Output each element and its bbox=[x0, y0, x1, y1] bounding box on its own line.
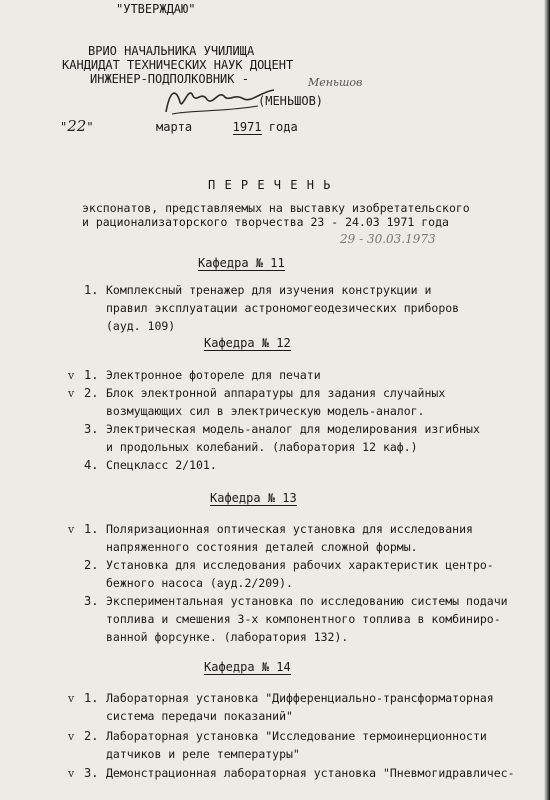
item-number: 2. bbox=[84, 386, 99, 400]
item-text-line: Электронное фотореле для печати bbox=[106, 368, 321, 382]
item-number: 2. bbox=[84, 558, 99, 572]
item-number: 3. bbox=[84, 594, 99, 608]
checkmark-icon: v bbox=[68, 692, 75, 705]
item-text-line: Лабораторная установка "Дифференциально-трансформаторная bbox=[106, 691, 494, 705]
item-text-line: Экспериментальная установка по исследованию системы подачи bbox=[106, 594, 508, 608]
approver-name: (МЕНЬШОВ) bbox=[258, 94, 324, 108]
item-text-line: Лабораторная установка "Исследование термоинерционности bbox=[106, 729, 487, 743]
section-heading: Кафедра № 11 bbox=[198, 256, 285, 270]
handwritten-date-correction: 29 - 30.03.1973 bbox=[340, 232, 436, 246]
item-number: 1. bbox=[84, 283, 99, 297]
item-text-line: Комплексный тренажер для изучения конструкции и bbox=[106, 283, 432, 297]
item-text-line: бежного насоса (ауд.2/209). bbox=[106, 576, 293, 590]
item-text-line: (ауд. 109) bbox=[106, 319, 176, 333]
item-number: 1. bbox=[84, 522, 99, 536]
handwritten-name-note: Меньшов bbox=[308, 76, 363, 89]
item-text-line: Электрическая модель-аналог для моделирования изгибных bbox=[106, 422, 480, 436]
date-quote-open: " bbox=[60, 120, 68, 134]
item-number: 2. bbox=[84, 729, 99, 743]
approval-stamp-label: "УТВЕРЖДАЮ" bbox=[116, 2, 196, 16]
date-day: 22 bbox=[67, 117, 87, 135]
document-title: П Е Р Е Ч Е Н Ь bbox=[208, 178, 332, 192]
item-text-line: Поляризационная оптическая установка для исследования bbox=[106, 522, 473, 536]
item-text-line: датчиков и реле температуры" bbox=[106, 747, 300, 761]
date-quote-close: " bbox=[86, 120, 94, 134]
document-subtitle-line-1: экспонатов, представляемых на выставку изобретательского bbox=[82, 201, 470, 215]
approval-line-2: КАНДИДАТ ТЕХНИЧЕСКИХ НАУК ДОЦЕНТ bbox=[62, 58, 294, 72]
section-heading: Кафедра № 12 bbox=[204, 336, 291, 350]
checkmark-icon: v bbox=[68, 387, 75, 400]
date-month: марта bbox=[156, 120, 193, 134]
page-edge-shadow bbox=[544, 0, 550, 800]
date-year: 1971 bbox=[232, 120, 262, 134]
item-number: 3. bbox=[84, 422, 99, 436]
item-text-line: и продольных колебаний. (лаборатория 12 каф.) bbox=[106, 440, 418, 454]
checkmark-icon: v bbox=[68, 369, 75, 382]
item-number: 1. bbox=[84, 691, 99, 705]
section-heading: Кафедра № 14 bbox=[204, 660, 291, 674]
item-number: 1. bbox=[84, 368, 99, 382]
section-heading: Кафедра № 13 bbox=[210, 491, 297, 505]
item-text-line: Спецкласс 2/101. bbox=[106, 458, 217, 472]
approval-line-3: ИНЖЕНЕР-ПОДПОЛКОВНИК - bbox=[90, 72, 249, 86]
approval-line-1: ВРИО НАЧАЛЬНИКА УЧИЛИЩА bbox=[88, 44, 255, 58]
document-subtitle-line-2: и рационализаторского творчества 23 - 24.03 1971 года bbox=[82, 215, 449, 229]
item-text-line: Блок электронной аппаратуры для задания случайных bbox=[106, 386, 446, 400]
checkmark-icon: v bbox=[68, 523, 75, 536]
checkmark-icon: v bbox=[68, 767, 75, 780]
item-text-line: возмущающих сил в электрическую модель-аналог. bbox=[106, 404, 425, 418]
item-text-line: правил эксплуатации астрономогеодезических приборов bbox=[106, 301, 460, 315]
item-text-line: Установка для исследования рабочих характеристик центро- bbox=[106, 558, 494, 572]
approval-date bbox=[60, 119, 298, 134]
item-number: 3. bbox=[84, 766, 99, 780]
item-text-line: напряженного состояния деталей сложной формы. bbox=[106, 540, 418, 554]
date-suffix: года bbox=[268, 120, 298, 134]
item-text-line: ванной форсунке. (лаборатория 132). bbox=[106, 630, 349, 644]
item-text-line: топлива и смешения 3-х компонентного топлива в комбиниро- bbox=[106, 612, 501, 626]
checkmark-icon: v bbox=[68, 730, 75, 743]
item-text-line: система передачи показаний" bbox=[106, 709, 293, 723]
item-text-line: Демонстрационная лабораторная установка "Пневмогидравличес- bbox=[106, 766, 515, 780]
item-number: 4. bbox=[84, 458, 99, 472]
